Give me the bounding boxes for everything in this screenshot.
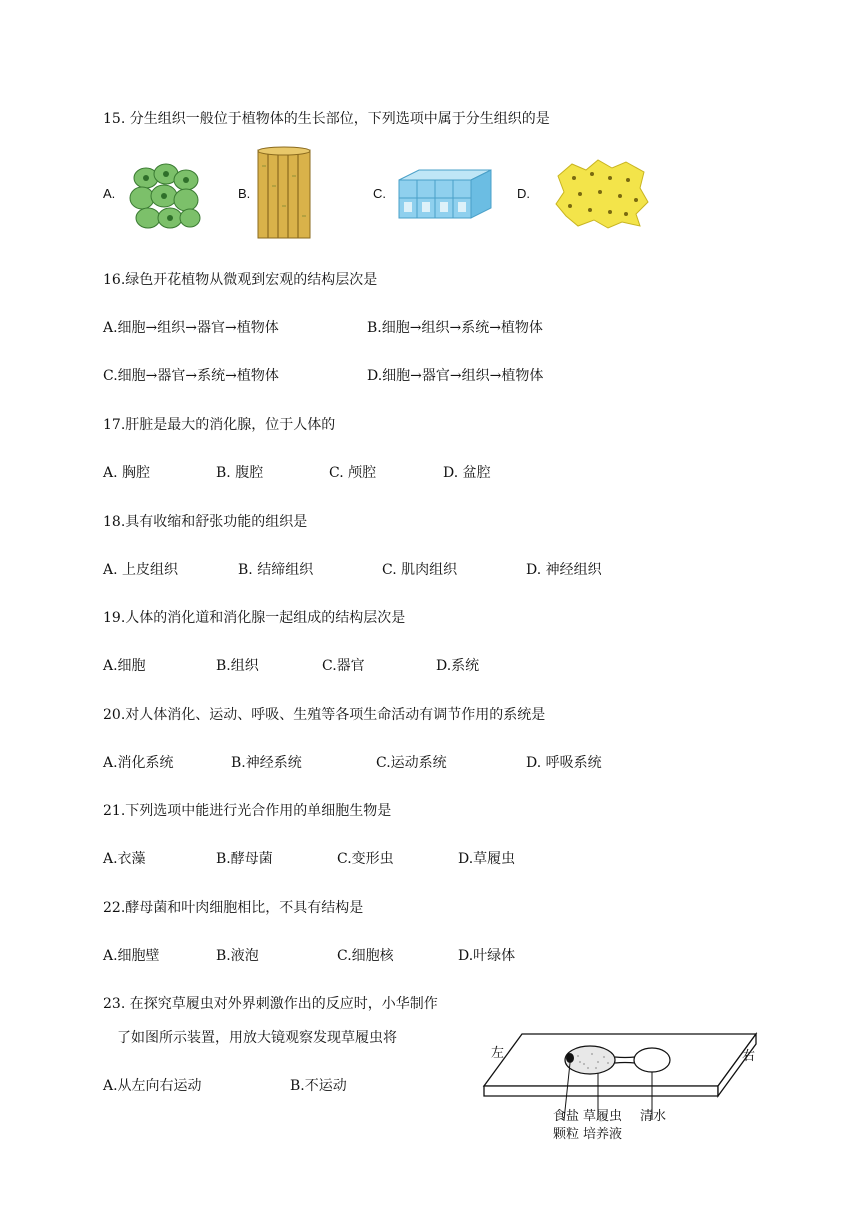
q15-option-b-label[interactable]: B. (238, 186, 251, 201)
q15-option-c-label[interactable]: C. (373, 186, 386, 201)
q23-option-a[interactable]: A.从左向右运动 (103, 1078, 202, 1094)
q17-option-d[interactable]: D. 盆腔 (443, 465, 491, 481)
q22-option-c[interactable]: C.细胞核 (337, 948, 394, 964)
q19-stem: 19.人体的消化道和消化腺一起组成的结构层次是 (103, 610, 406, 626)
q18-option-b[interactable]: B. 结缔组织 (238, 562, 314, 578)
q23-label-salt-1: 食盐 (553, 1108, 580, 1123)
q21-option-a[interactable]: A.衣藻 (103, 851, 146, 867)
q17-stem: 17.肝脏是最大的消化腺，位于人体的 (103, 417, 336, 433)
slide-top (484, 1034, 756, 1086)
q23-label-right: 右 (742, 1048, 756, 1063)
q16-option-a[interactable]: A.细胞→组织→器官→植物体 (103, 320, 279, 336)
q22-option-d[interactable]: D.叶绿体 (458, 948, 516, 964)
q21-option-b[interactable]: B.酵母菌 (216, 851, 273, 867)
q16-option-d[interactable]: D.细胞→器官→组织→植物体 (367, 368, 544, 384)
q20-stem: 20.对人体消化、运动、呼吸、生殖等各项生命活动有调节作用的系统是 (103, 707, 546, 723)
water-drop (634, 1048, 670, 1072)
q15-stem: 15. 分生组织一般位于植物体的生长部位，下列选项中属于分生组织的是 (103, 111, 550, 127)
q20-option-b[interactable]: B.神经系统 (231, 755, 302, 771)
q19-option-b[interactable]: B.组织 (216, 658, 259, 674)
q23-label-salt-2: 颗粒 (553, 1126, 580, 1141)
q18-option-a[interactable]: A. 上皮组织 (103, 562, 179, 578)
q18-stem: 18.具有收缩和舒张功能的组织是 (103, 514, 308, 530)
q18-option-d[interactable]: D. 神经组织 (526, 562, 602, 578)
q15-image-a (126, 160, 206, 235)
q21-stem: 21.下列选项中能进行光合作用的单细胞生物是 (103, 803, 392, 819)
q15-image-c (395, 168, 495, 223)
q15-option-d-label[interactable]: D. (517, 186, 530, 201)
q21-option-c[interactable]: C.变形虫 (337, 851, 394, 867)
q23-stem: 23. 在探究草履虫对外界刺激作出的反应时，小华制作 (103, 996, 438, 1012)
salt-grain (566, 1053, 574, 1063)
q20-option-c[interactable]: C.运动系统 (376, 755, 447, 771)
q23-label-water: 清水 (640, 1108, 667, 1123)
q22-option-a[interactable]: A.细胞壁 (103, 948, 160, 964)
q17-option-c[interactable]: C. 颅腔 (329, 465, 377, 481)
q23-label-left: 左 (491, 1045, 505, 1060)
q16-option-b[interactable]: B.细胞→组织→系统→植物体 (367, 320, 543, 336)
q16-option-c[interactable]: C.细胞→器官→系统→植物体 (103, 368, 279, 384)
q17-option-b[interactable]: B. 腹腔 (216, 465, 264, 481)
slide-front (484, 1086, 718, 1096)
q21-option-d[interactable]: D.草履虫 (458, 851, 516, 867)
q22-option-b[interactable]: B.液泡 (216, 948, 259, 964)
q19-option-c[interactable]: C.器官 (322, 658, 365, 674)
q19-option-a[interactable]: A.细胞 (103, 658, 146, 674)
q15-image-d (552, 156, 652, 231)
q18-option-c[interactable]: C. 肌肉组织 (382, 562, 458, 578)
q22-stem: 22.酵母菌和叶肉细胞相比，不具有结构是 (103, 900, 364, 916)
q15-image-b (256, 146, 312, 239)
q23-figure-slide (480, 1030, 780, 1150)
q23-label-culture-1: 草履虫 (583, 1108, 623, 1123)
q19-option-d[interactable]: D.系统 (436, 658, 480, 674)
q23-option-b[interactable]: B.不运动 (290, 1078, 347, 1094)
q17-option-a[interactable]: A. 胸腔 (103, 465, 151, 481)
q23-stem-continued: 了如图所示装置，用放大镜观察发现草履虫将 (117, 1030, 397, 1046)
q23-label-culture-2: 培养液 (583, 1126, 623, 1141)
q15-option-a-label[interactable]: A. (103, 186, 116, 201)
q20-option-d[interactable]: D. 呼吸系统 (526, 755, 602, 771)
q16-stem: 16.绿色开花植物从微观到宏观的结构层次是 (103, 272, 378, 288)
q20-option-a[interactable]: A.消化系统 (103, 755, 174, 771)
